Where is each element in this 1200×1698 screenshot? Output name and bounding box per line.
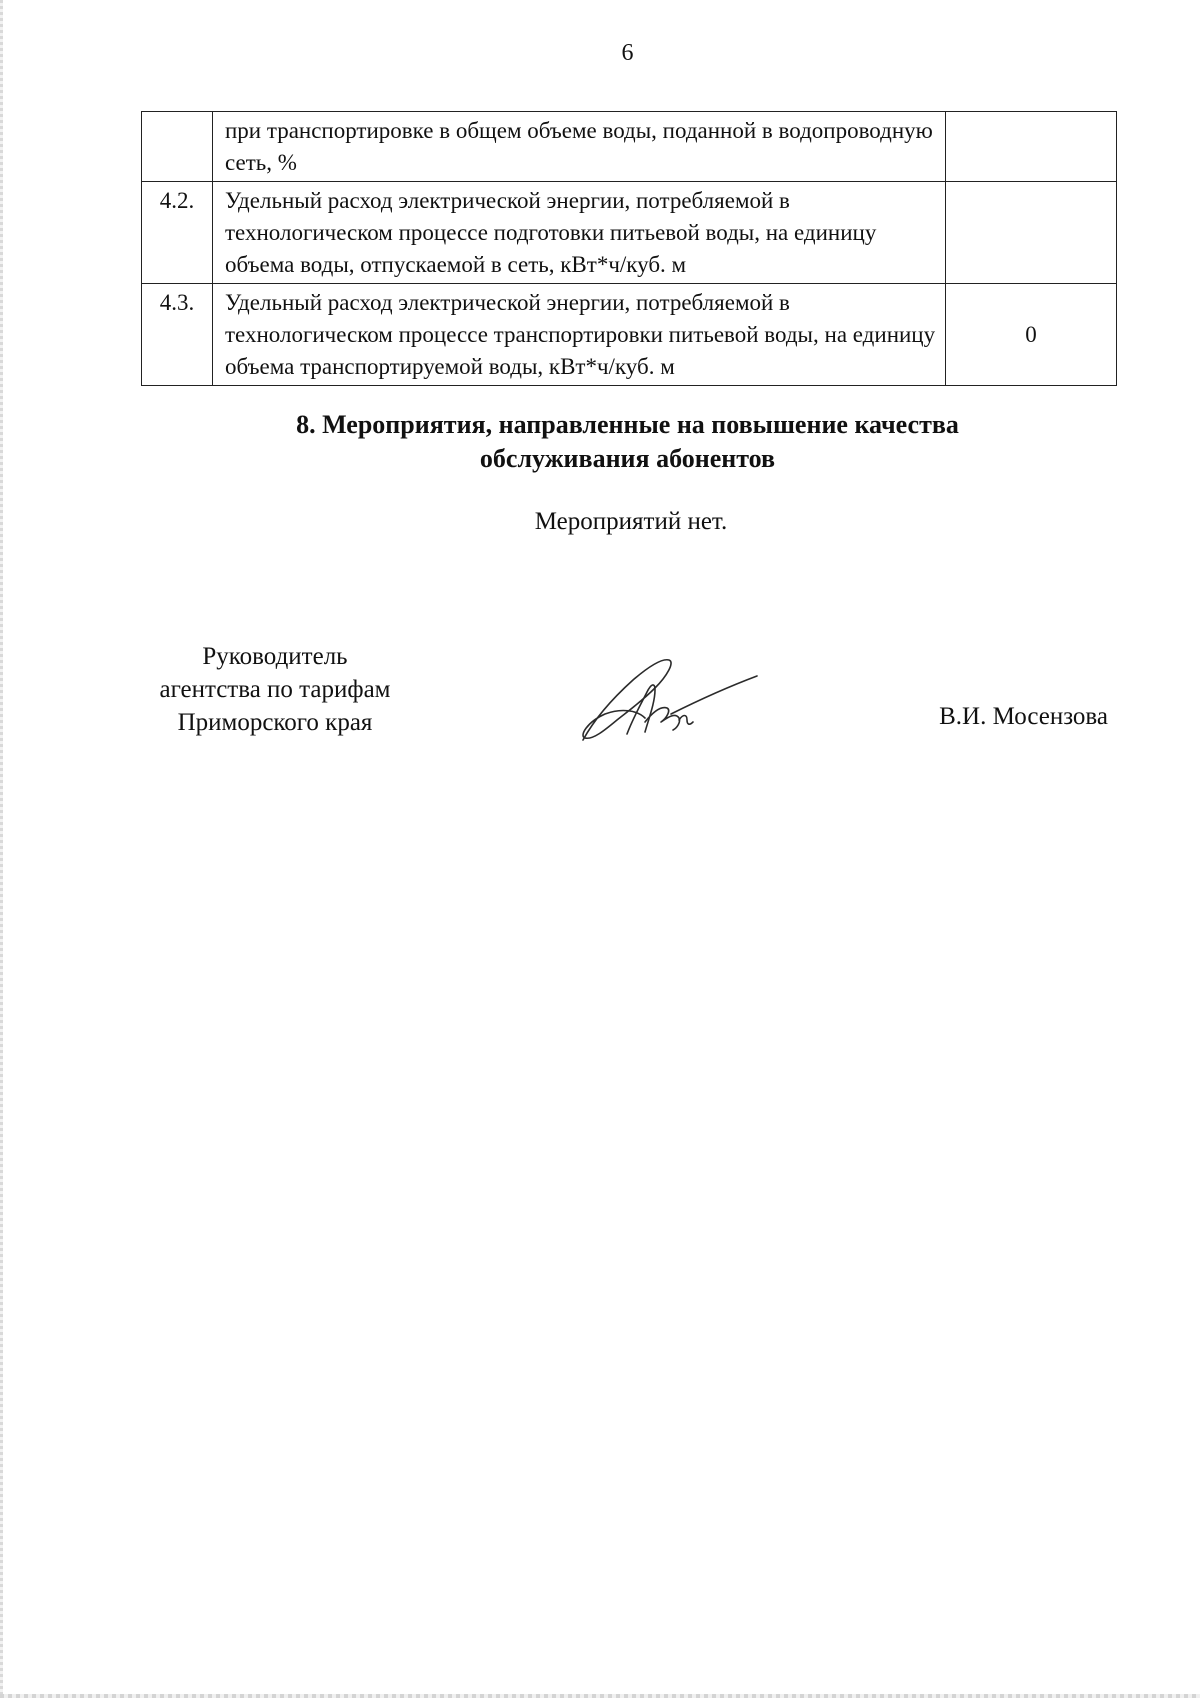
row-description: при транспортировке в общем объеме воды, поданной в водопроводную сеть, %	[213, 112, 946, 182]
signatory-position	[140, 640, 410, 739]
section-body: Мероприятий нет.	[534, 508, 728, 535]
page-number: 6	[621, 40, 634, 66]
indicators-table	[141, 111, 1117, 386]
row-value	[946, 182, 1117, 284]
table-row	[142, 182, 1117, 284]
position-line-1: Руководитель	[202, 643, 348, 670]
row-number: 4.3.	[142, 284, 213, 386]
row-number: 4.2.	[142, 182, 213, 284]
position-line-2: агентства по тарифам	[159, 676, 391, 703]
row-number	[142, 112, 213, 182]
scan-left-edge	[0, 0, 3, 1698]
section-title-line-2: обслуживания абонентов	[479, 444, 776, 473]
row-description: Удельный расход электрической энергии, потребляемой в технологическом процессе транспортировки питьевой воды, на единицу объема транспортируемой воды, кВт*ч/куб. м	[213, 284, 946, 386]
table-row	[142, 112, 1117, 182]
section-title-line-1: 8. Мероприятия, направленные на повышение качества	[296, 410, 959, 439]
position-line-3: Приморского края	[177, 709, 373, 736]
table-row	[142, 284, 1117, 386]
signatory-name: В.И. Мосензова	[939, 703, 1108, 730]
row-description: Удельный расход электрической энергии, потребляемой в технологическом процессе подготовки питьевой воды, на единицу объема воды, отпускаемой в сеть, кВт*ч/куб. м	[213, 182, 946, 284]
handwritten-signature	[575, 648, 765, 748]
scan-bottom-edge	[0, 1694, 1200, 1698]
row-value: 0	[946, 284, 1117, 386]
section-title	[0, 408, 1200, 476]
row-value	[946, 112, 1117, 182]
